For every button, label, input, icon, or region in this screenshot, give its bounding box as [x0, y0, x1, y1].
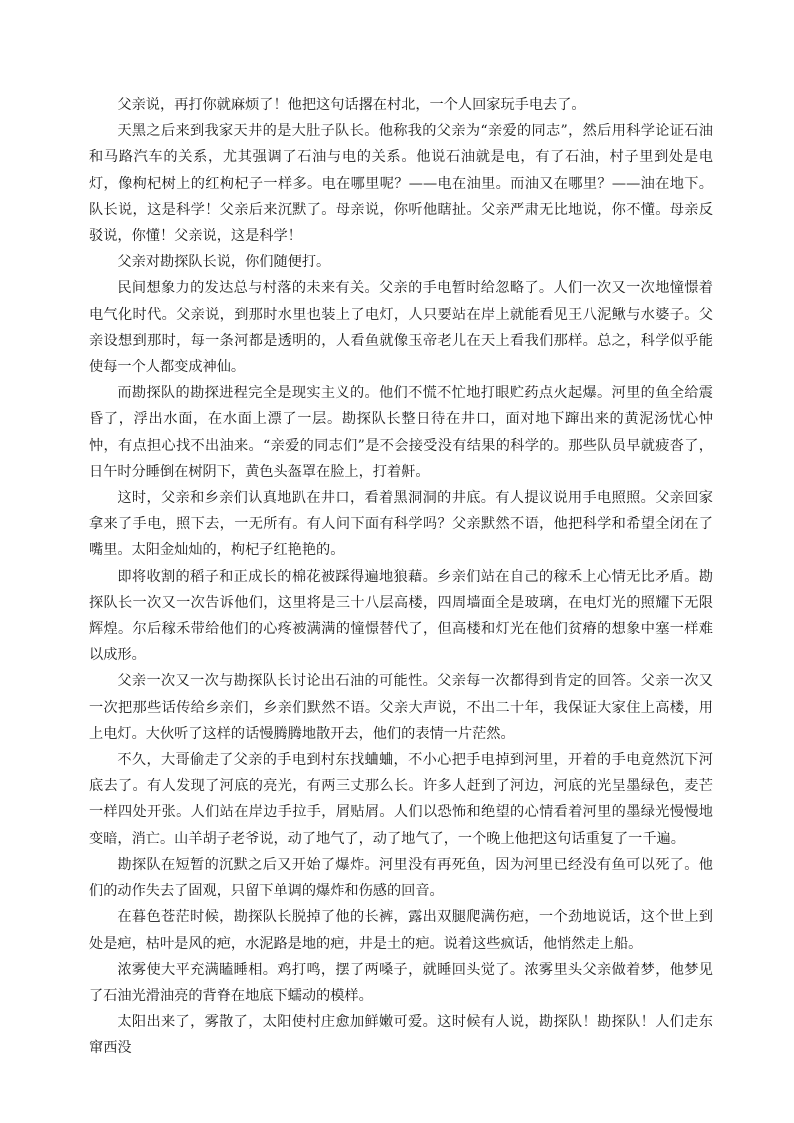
paragraph: 这时，父亲和乡亲们认真地趴在井口，看着黑洞洞的井底。有人提议说用手电照照。父亲回家拿来了手电，照下去，一无所有。有人问下面有科学吗？父亲默然不语，他把科学和希望全闭在了嘴里。太阳金灿灿的，枸杞子红艳艳的。 [89, 490, 713, 559]
paragraph: 父亲对勘探队长说，你们随便打。 [117, 254, 331, 271]
paragraph: 天黑之后来到我家天井的是大肚子队长。他称我的父亲为“亲爱的同志”，然后用科学论证石油和马路汽车的关系，尤其强调了石油与电的关系。他说石油就是电，有了石油，村子里到处是电灯，像枸杞树上的红枸杞子一样多。电在哪里呢？——电在油里。而油又在哪里？——油在地下。队长说，这是科学！父亲后来沉默了。母亲说，你听他瞎扯。父亲严肃无比地说，你不懂。母亲反驳说，你懂！父亲说，这是科学！ [89, 123, 713, 245]
paragraph: 父亲说，再打你就麻烦了！他把这句话撂在村北，一个人回家玩手电去了。 [117, 97, 586, 113]
paragraph: 在暮色苍茫时候，勘探队长脱掉了他的长裤，露出双腿爬满伤疤，一个劲地说话，这个世上到处是疤，枯叶是风的疤，水泥路是地的疤，井是土的疤。说着这些疯话，他悄然走上船。 [89, 909, 713, 952]
paragraph: 浓雾使大平充满瞌睡相。鸡打鸣，摆了两嗓子，就睡回头觉了。浓雾里头父亲做着梦，他梦见了石油光滑油亮的背脊在地底下蠕动的模样。 [89, 961, 713, 1004]
paragraph: 父亲一次又一次与勘探队长讨论出石油的可能性。父亲每一次都得到肯定的回答。父亲一次又一次把那些话传给乡亲们，乡亲们默然不语。父亲大声说，不出二十年，我保证大家住上高楼，用上电灯。大伙听了这样的话慢腾腾地散开去，他们的表情一片茫然。 [89, 673, 713, 742]
paragraph: 即将收割的稻子和正成长的棉花被踩得遍地狼藉。乡亲们站在自己的稼禾上心情无比矛盾。勘探队长一次又一次告诉他们，这里将是三十八层高楼，四周墙面全是玻璃，在电灯光的照耀下无限辉煌。尔后稼禾带给他们的心疼被满满的憧憬替代了，但高楼和灯光在他们贫瘠的想象中塞一样难以成形。 [89, 568, 713, 664]
paragraph: 勘探队在短暂的沉默之后又开始了爆炸。河里没有再死鱼，因为河里已经没有鱼可以死了。他们的动作失去了固观，只留下单调的爆炸和伤感的回音。 [89, 856, 713, 900]
paragraph: 而勘探队的勘探进程完全是现实主义的。他们不慌不忙地打眼贮药点火起爆。河里的鱼全给震昏了，浮出水面，在水面上漂了一层。勘探队长整日待在井口，面对地下蹿出来的黄泥汤忧心忡忡，有点担心找不出油来。“亲爱的同志们”是不会接受没有结果的科学的。那些队员早就疲沓了，日午时分睡倒在树阴下，黄色头盔罩在脸上，打着鼾。 [89, 385, 713, 480]
paragraph: 民间想象力的发达总与村落的未来有关。父亲的手电暂时给忽略了。人们一次又一次地憧憬着电气化时代。父亲说，到那时水里也装上了电灯，人只要站在岸上就能看见王八泥鳅与水婆子。父亲设想到那时，每一条河都是透明的，人看鱼就像玉帝老儿在天上看我们那样。总之，科学似乎能使每一个人都变成神仙。 [89, 280, 713, 376]
paragraph: 不久，大哥偷走了父亲的手电到村东找蛐蛐，不小心把手电掉到河里，开着的手电竟然沉下河底去了。有人发现了河底的亮光，有两三丈那么长。许多人赶到了河边，河底的光呈墨绿色，麦芒一样四处开张。人们站在岸边手拉手，屑贴屑。人们以恐怖和绝望的心情看着河里的墨绿光慢慢地变暗，消亡。山羊胡子老爷说，动了地气了，动了地气了，一个晚上他把这句话重复了一千遍。 [89, 752, 713, 847]
document-body [89, 92, 713, 1062]
paragraph: 太阳出来了，雾散了，太阳使村庄愈加鲜嫩可爱。这时候有人说，勘探队！勘探队！人们走东窜西没 [89, 1014, 713, 1057]
